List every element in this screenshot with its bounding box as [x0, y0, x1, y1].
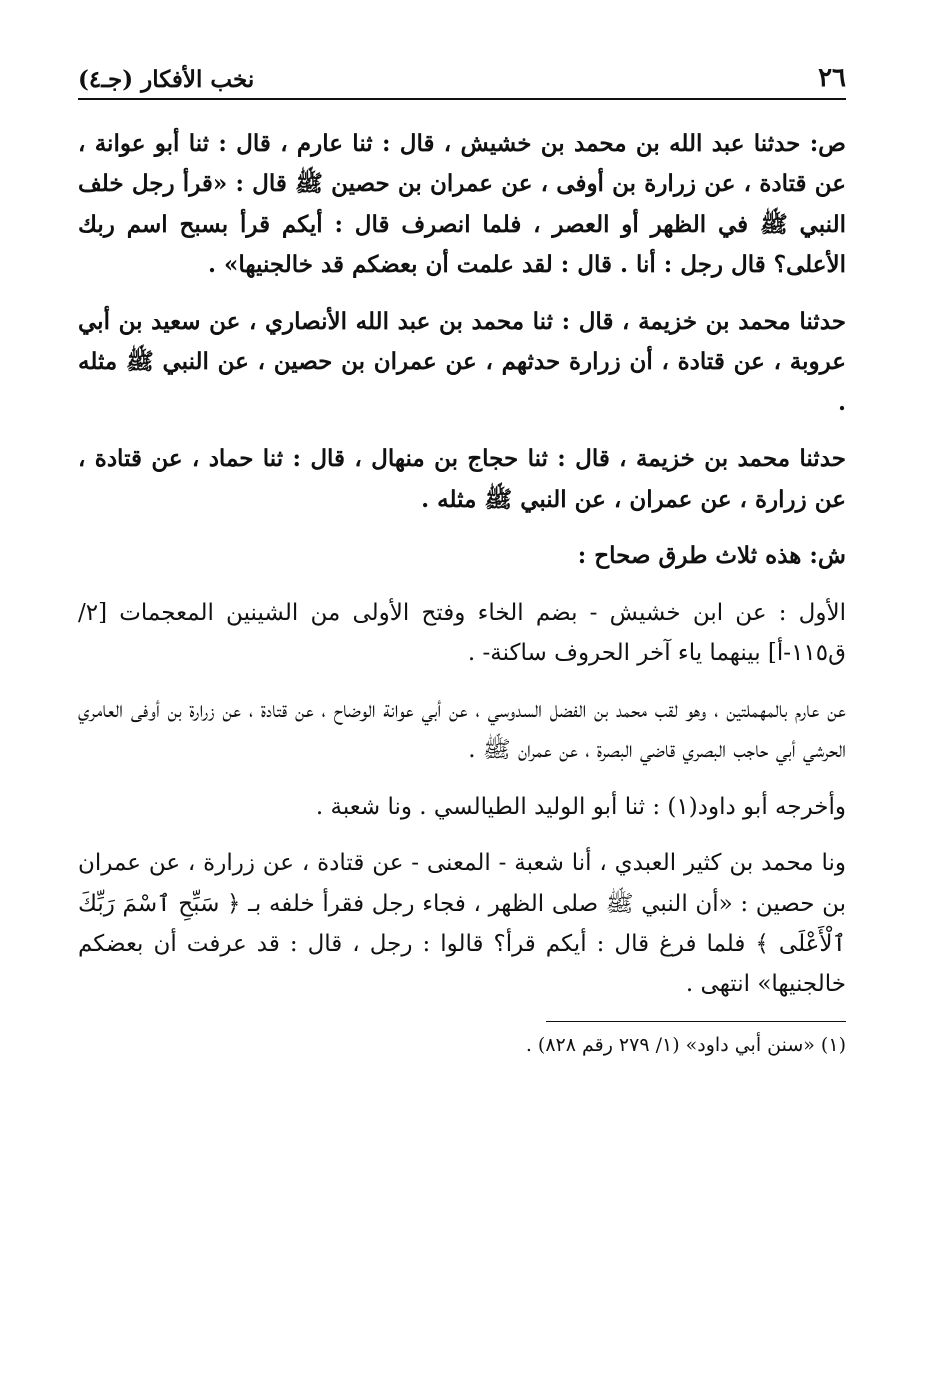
paragraph-hadith-1: ص: حدثنا عبد الله بن محمد بن خشيش ، قال : ثنا عارم ، قال : ثنا أبو عوانة ، عن قتادة ، عن زرارة بن أوفى ، عن عمران بن حصين ﷺ قال : «قرأ رجل خلف النبي ﷺ في الظهر أو العصر ، فلما انصرف قال : أيكم قرأ بسبح اسم ربك الأعلى؟ قال رجل : أنا . قال : لقد علمت أن بعضكم قد خالجنيها» .	[78, 130, 846, 279]
footnote: (١) «سنن أبي داود» (١/ ٢٧٩ رقم ٨٢٨) .	[525, 1033, 846, 1056]
paragraph-commentary-3: وأخرجه أبو داود(١) : ثنا أبو الوليد الطيالسي . ونا شعبة .	[315, 793, 846, 820]
running-header	[78, 50, 846, 100]
document-page	[78, 50, 846, 1060]
paragraph-commentary-1: الأول : عن ابن خشيش - بضم الخاء وفتح الأولى من الشينين المعجمات [٢/ ق١١٥-أ] بينهما ياء آخر الحروف ساكنة- .	[78, 599, 846, 667]
page-number: ٢٦	[818, 62, 846, 93]
paragraph-commentary-2: عن عارم بالمهملتين ، وهو لقب محمد بن الفضل السدوسي ، عن أبي عوانة الوضاح ، عن قتادة ، عن زرارة بن أوفى العامري الحرشي أبي حاجب البصري قاضي البصرة ، عن عمران ﷺ .	[78, 696, 846, 764]
paragraph-hadith-2: حدثنا محمد بن خزيمة ، قال : ثنا محمد بن عبد الله الأنصاري ، عن سعيد بن أبي عروبة ، عن قتادة ، أن زرارة حدثهم ، عن عمران بن حصين ، عن النبي ﷺ مثله .	[78, 307, 846, 416]
paragraph-hadith-3: حدثنا محمد بن خزيمة ، قال : ثنا حجاج بن منهال ، قال : ثنا حماد ، عن قتادة ، عن زرارة ، عن عمران ، عن النبي ﷺ مثله .	[78, 445, 846, 513]
paragraph-commentary-4: ونا محمد بن كثير العبدي ، أنا شعبة - المعنى - عن قتادة ، عن زرارة ، عن عمران بن حصين : «أن النبي ﷺ صلى الظهر ، فجاء رجل فقرأ خلفه بـ ﴿ سَبِّحِ ٱسْمَ رَبِّكَ ٱلْأَعْلَى ﴾ فلما فرغ قال : أيكم قرأ؟ قالوا : رجل ، قال : قد عرفت أن بعضكم خالجنيها» انتهى .	[78, 850, 846, 998]
main-text	[78, 124, 846, 1005]
footnote-divider	[546, 1021, 846, 1022]
book-title: نخب الأفكار (جـ٤)	[78, 66, 255, 94]
paragraph-commentary-heading: ش: هذه ثلاث طرق صحاح :	[577, 542, 846, 570]
